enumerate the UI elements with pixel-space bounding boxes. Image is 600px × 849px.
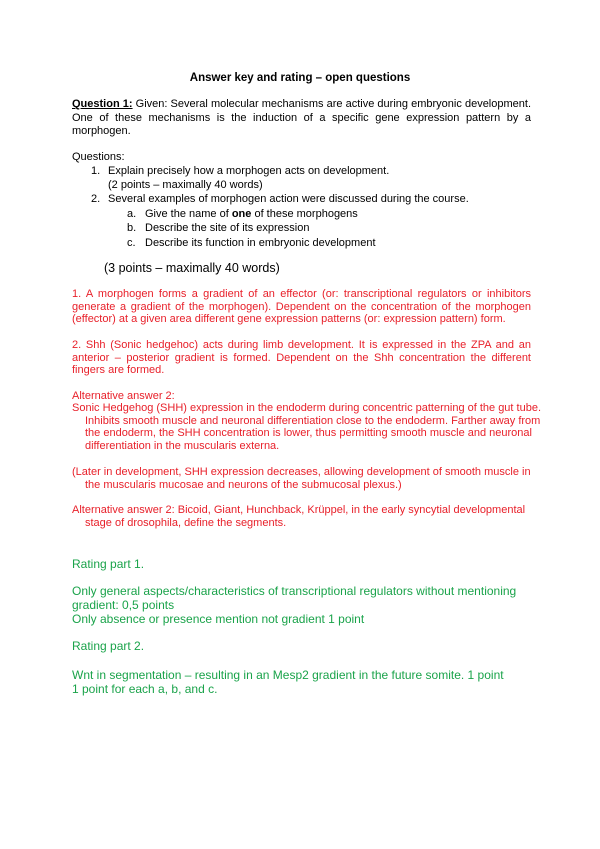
alternative-answer-body: Sonic Hedgehog (SHH) expression in the endoderm during concentric patterning of the gut tube. Inhibits smooth muscle and neuronal differentiation close to the endoderm. Farther away from the endoderm, the SHH concentration is lower, thus permitting smooth muscle and neuronal differentiation in the muscularis externa. — [72, 402, 542, 452]
rating-part-1-line-2: Only absence or presence mention not gradient 1 point — [72, 612, 365, 626]
item-1-number: 1. — [91, 165, 101, 177]
question-1-intro — [72, 98, 531, 139]
rating-part-1-line-1: Only general aspects/characteristics of transcriptional regulators without mentioning gradient: 0,5 points — [72, 584, 517, 612]
item-2-number: 2. — [91, 193, 101, 205]
question-1-text: Given: Several molecular mechanisms are active during embryonic development. One of these mechanisms is the induction of a specific gene expression pattern by a morphogen. — [72, 98, 531, 137]
rating-part-2-heading: Rating part 2. — [72, 639, 145, 653]
alternative-answer-heading: Alternative answer 2: — [72, 390, 175, 402]
answer-1: 1. A morphogen forms a gradient of an effector (or: transcriptional regulators or inhibitors generate a gradient of the morphogen). Dependent on the concentration of the morphogen (effector) at a given area different gene expression patterns (or: expression pattern) form. — [72, 288, 531, 325]
item-2c-text: Describe its function in embryonic development — [145, 237, 376, 249]
item-2-points: (3 points – maximally 40 words) — [104, 261, 280, 275]
item-2c-marker: c. — [127, 237, 136, 249]
questions-header: Questions: — [72, 151, 125, 163]
alternative-answer-later: (Later in development, SHH expression decreases, allowing development of smooth muscle in the muscularis mucosae and neurons of the submucosal plexus.) — [72, 466, 531, 491]
item-2b-text: Describe the site of its expression — [145, 222, 310, 234]
item-1-text: Explain precisely how a morphogen acts on development. — [108, 165, 390, 177]
document-title: Answer key and rating – open questions — [189, 72, 411, 84]
item-2-text: Several examples of morphogen action were discussed during the course. — [108, 193, 469, 205]
item-1-points: (2 points – maximally 40 words) — [108, 179, 263, 191]
question-1-label: Question 1: — [72, 98, 133, 110]
rating-part-2-line-2: 1 point for each a, b, and c. — [72, 682, 218, 696]
item-2a-text: Give the name of one of these morphogens — [145, 208, 358, 220]
rating-part-2-line-1: Wnt in segmentation – resulting in an Mesp2 gradient in the future somite. 1 point — [72, 668, 504, 682]
item-2a-marker: a. — [127, 208, 137, 220]
alternative-answer-2: Alternative answer 2: Bicoid, Giant, Hunchback, Krüppel, in the early syncytial developmental stage of drosophila, define the segments. — [72, 504, 526, 529]
rating-part-1-heading: Rating part 1. — [72, 557, 145, 571]
item-2b-marker: b. — [127, 222, 137, 234]
answer-2: 2. Shh (Sonic hedgehoc) acts during limb development. It is expressed in the ZPA and an anterior – posterior gradient is formed. Dependent on the Shh concentration the different fingers are formed. — [72, 339, 531, 376]
